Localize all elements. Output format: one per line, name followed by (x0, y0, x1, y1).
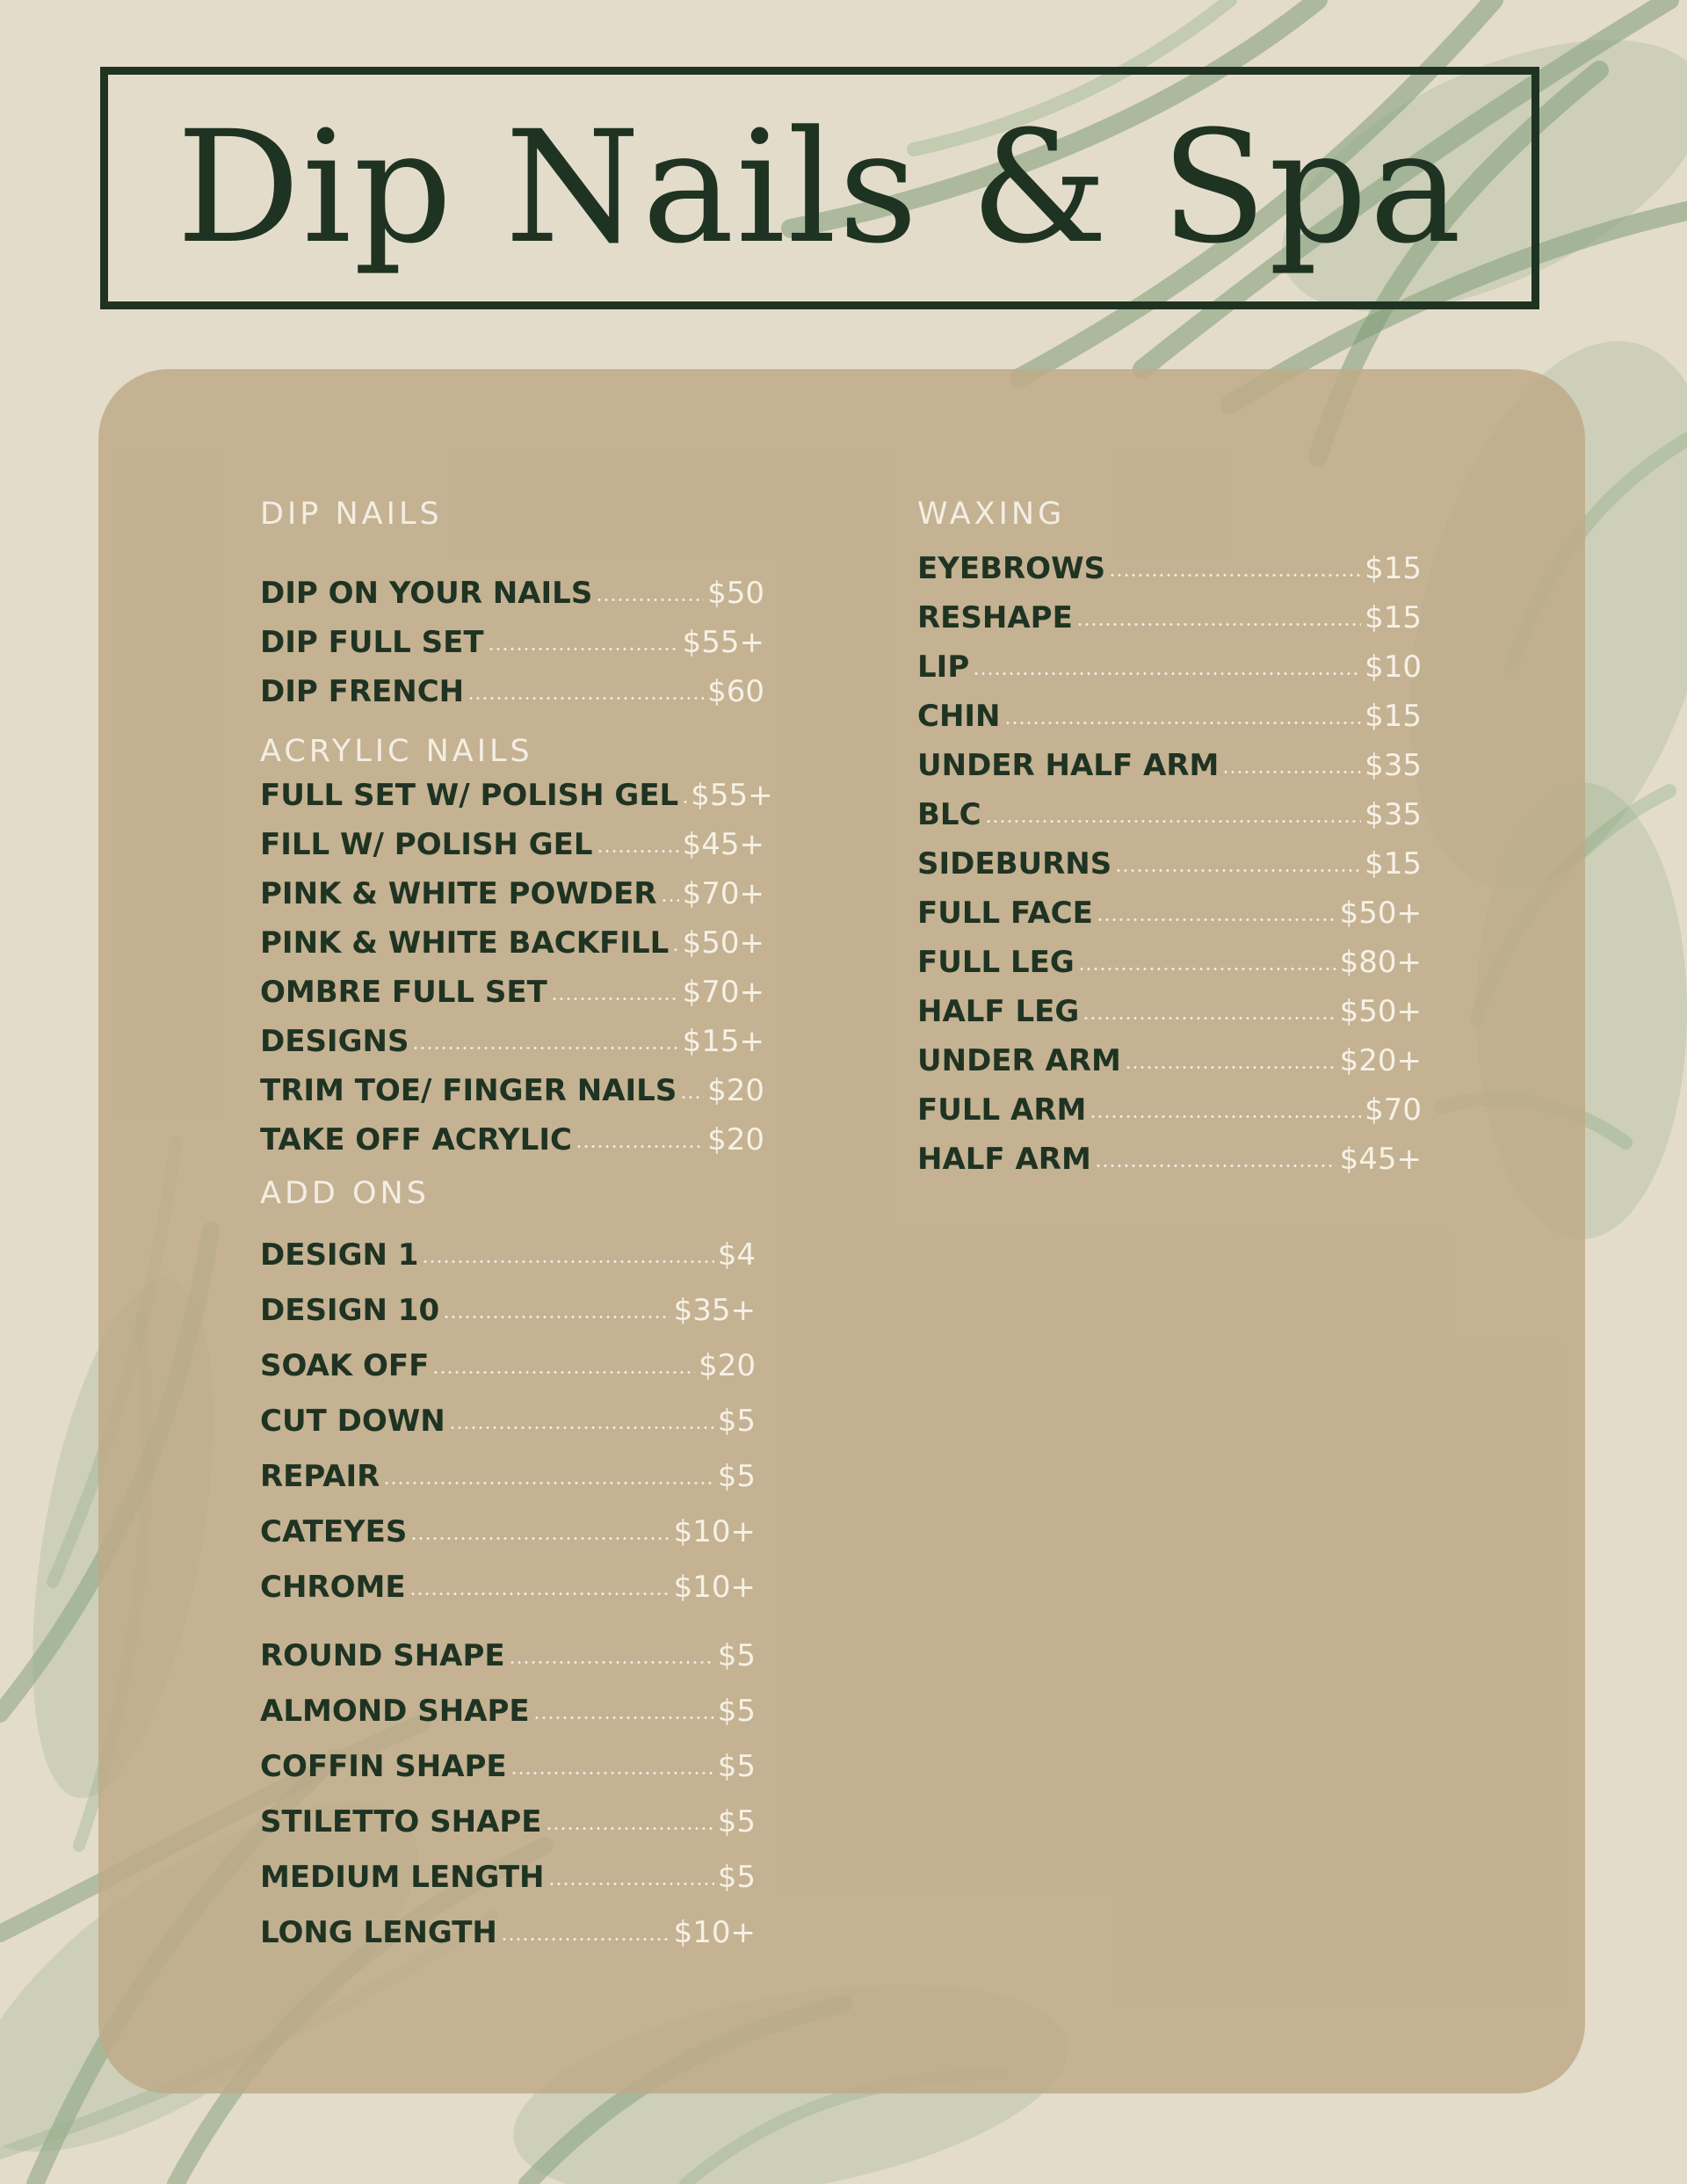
menu-item-price: $45+ (1339, 1142, 1422, 1177)
menu-item (917, 945, 1422, 989)
menu-item-price: $10+ (673, 1514, 756, 1549)
menu-item-name: UNDER ARM (917, 1043, 1121, 1078)
menu-item-price: $10+ (673, 1570, 756, 1605)
dot-leader (467, 697, 704, 700)
menu-item-price: $80+ (1339, 945, 1422, 980)
dot-leader (1125, 1066, 1336, 1069)
menu-item-price: $15 (1365, 600, 1422, 635)
dot-leader (410, 1537, 670, 1540)
menu-item-price: $15 (1365, 699, 1422, 734)
menu-item-price: $50+ (1339, 994, 1422, 1029)
menu-item (917, 1142, 1422, 1186)
menu-item-price: $50+ (682, 925, 764, 961)
menu-item-name: PINK & WHITE POWDER (260, 876, 657, 911)
menu-item-name: RESHAPE (917, 600, 1073, 635)
menu-item (917, 846, 1422, 890)
menu-item (260, 1514, 756, 1558)
menu-item (260, 1915, 756, 1959)
menu-item-price: $5 (717, 1404, 756, 1439)
menu-item-name: TAKE OFF ACRYLIC (260, 1122, 572, 1157)
section-heading-waxing: WAXING (917, 497, 1066, 532)
menu-item-price: $20 (707, 1073, 764, 1108)
menu-item-price: $20+ (1339, 1043, 1422, 1078)
title-frame (100, 67, 1539, 309)
menu-item-price: $55+ (691, 778, 773, 813)
menu-item-price: $5 (717, 1638, 756, 1673)
dot-leader (551, 998, 679, 1000)
menu-item-price: $15 (1365, 551, 1422, 586)
menu-item-price: $10+ (673, 1915, 756, 1950)
menu-item (260, 1237, 756, 1281)
dot-leader (597, 850, 679, 853)
menu-item (260, 625, 764, 669)
menu-item-name: ROUND SHAPE (260, 1638, 505, 1673)
menu-item (917, 994, 1422, 1038)
menu-item-name: TRIM TOE/ FINGER NAILS (260, 1073, 677, 1108)
section-heading-acrylic-nails: ACRYLIC NAILS (260, 734, 533, 769)
menu-item (917, 600, 1422, 644)
menu-item (260, 975, 764, 1019)
dot-leader (412, 1047, 678, 1049)
dot-leader (985, 820, 1362, 823)
menu-item (260, 1570, 756, 1614)
dot-leader (546, 1827, 714, 1830)
menu-item-name: HALF LEG (917, 994, 1080, 1029)
menu-item-price: $50+ (1339, 896, 1422, 931)
menu-item-price: $15 (1365, 846, 1422, 882)
menu-item-price: $60 (707, 674, 764, 709)
menu-item (260, 1404, 756, 1448)
menu-item (260, 576, 764, 620)
menu-item-name: FULL ARM (917, 1092, 1087, 1128)
dot-leader (409, 1593, 670, 1595)
menu-item-name: MEDIUM LENGTH (260, 1860, 545, 1895)
menu-item-name: CHROME (260, 1570, 406, 1605)
menu-item-name: DIP ON YOUR NAILS (260, 576, 593, 611)
menu-item-name: FILL W/ POLISH GEL (260, 827, 593, 862)
menu-item-price: $70 (1365, 1092, 1422, 1128)
dot-leader (1082, 1017, 1336, 1019)
menu-item-name: FULL SET W/ POLISH GEL (260, 778, 679, 813)
menu-item-name: PINK & WHITE BACKFILL (260, 925, 670, 961)
menu-item-price: $5 (717, 1860, 756, 1895)
menu-item (260, 827, 764, 871)
menu-item-price: $55+ (682, 625, 764, 660)
dot-leader (449, 1426, 714, 1429)
menu-item-name: UNDER HALF ARM (917, 748, 1220, 783)
menu-item (917, 1043, 1422, 1087)
dot-leader (1004, 722, 1362, 724)
dot-leader (509, 1661, 714, 1664)
menu-item-name: DESIGN 1 (260, 1237, 419, 1273)
menu-item-price: $5 (717, 1749, 756, 1784)
dot-leader (422, 1260, 713, 1263)
dot-leader (596, 599, 704, 601)
menu-item (260, 1348, 756, 1392)
dot-leader (533, 1716, 714, 1719)
menu-item-price: $10 (1365, 649, 1422, 685)
menu-item-price: $15+ (682, 1024, 764, 1059)
menu-item (260, 1122, 764, 1166)
dot-leader (680, 1096, 704, 1099)
menu-item-price: $35 (1365, 748, 1422, 783)
menu-item-name: CATEYES (260, 1514, 408, 1549)
menu-item-name: BLC (917, 797, 981, 832)
menu-item-price: $35 (1365, 797, 1422, 832)
menu-item-name: FULL FACE (917, 896, 1093, 931)
menu-item-name: LIP (917, 649, 970, 685)
menu-item (260, 925, 764, 969)
dot-leader (1222, 771, 1361, 773)
menu-item-name: STILETTO SHAPE (260, 1804, 542, 1839)
dot-leader (443, 1316, 670, 1318)
menu-item-price: $50 (707, 576, 764, 611)
menu-item (260, 674, 764, 718)
menu-item (917, 896, 1422, 940)
dot-leader (682, 801, 687, 803)
menu-item-name: REPAIR (260, 1459, 380, 1494)
menu-item-name: COFFIN SHAPE (260, 1749, 507, 1784)
menu-item-price: $4 (717, 1237, 756, 1273)
dot-leader (501, 1938, 670, 1941)
menu-item (260, 1638, 756, 1682)
menu-item-name: OMBRE FULL SET (260, 975, 547, 1010)
menu-item-name: DIP FULL SET (260, 625, 484, 660)
menu-item-price: $20 (699, 1348, 756, 1383)
dot-leader (661, 899, 679, 902)
dot-leader (510, 1772, 714, 1774)
menu-item (917, 649, 1422, 693)
menu-item (917, 748, 1422, 792)
menu-item-name: HALF ARM (917, 1142, 1091, 1177)
dot-leader (576, 1145, 704, 1148)
dot-leader (1095, 1165, 1336, 1167)
menu-item-price: $45+ (682, 827, 764, 862)
menu-item (260, 1804, 756, 1848)
dot-leader (1090, 1115, 1361, 1118)
menu-item-price: $5 (717, 1804, 756, 1839)
dot-leader (1109, 574, 1361, 577)
dot-leader (548, 1883, 714, 1885)
menu-item (260, 1073, 764, 1117)
dot-leader (432, 1371, 695, 1374)
menu-item-name: DESIGN 10 (260, 1293, 440, 1328)
menu-item-name: SOAK OFF (260, 1348, 430, 1383)
menu-item (260, 778, 773, 822)
menu-item (917, 797, 1422, 841)
menu-item (260, 1694, 756, 1738)
dot-leader (488, 648, 679, 650)
menu-item-name: CHIN (917, 699, 1001, 734)
menu-item-price: $5 (717, 1459, 756, 1494)
section-heading-add-ons: ADD ONS (260, 1176, 430, 1211)
menu-item (917, 699, 1422, 743)
menu-item-name: DIP FRENCH (260, 674, 465, 709)
dot-leader (1078, 968, 1336, 970)
dot-leader (1076, 623, 1361, 626)
section-heading-dip-nails: DIP NAILS (260, 497, 443, 532)
menu-item-name: FULL LEG (917, 945, 1075, 980)
menu-item-price: $35+ (673, 1293, 756, 1328)
menu-item (917, 551, 1422, 595)
menu-item (917, 1092, 1422, 1136)
menu-item (260, 876, 764, 920)
dot-leader (1115, 869, 1361, 872)
page-title: Dip Nails & Spa (176, 98, 1464, 278)
dot-leader (973, 672, 1361, 675)
menu-item (260, 1860, 756, 1904)
menu-item (260, 1749, 756, 1793)
menu-item (260, 1459, 756, 1503)
menu-item-name: EYEBROWS (917, 551, 1106, 586)
dot-leader (383, 1482, 713, 1484)
menu-item-price: $70+ (682, 975, 764, 1010)
dot-leader (672, 948, 678, 951)
menu-item (260, 1024, 764, 1068)
menu-item-name: LONG LENGTH (260, 1915, 497, 1950)
menu-item-price: $70+ (682, 876, 764, 911)
menu-item-price: $20 (707, 1122, 764, 1157)
menu-item-price: $5 (717, 1694, 756, 1729)
menu-item (260, 1293, 756, 1337)
menu-item-name: ALMOND SHAPE (260, 1694, 530, 1729)
menu-item-name: SIDEBURNS (917, 846, 1112, 882)
dot-leader (1097, 918, 1336, 921)
menu-item-name: CUT DOWN (260, 1404, 445, 1439)
menu-item-name: DESIGNS (260, 1024, 409, 1059)
